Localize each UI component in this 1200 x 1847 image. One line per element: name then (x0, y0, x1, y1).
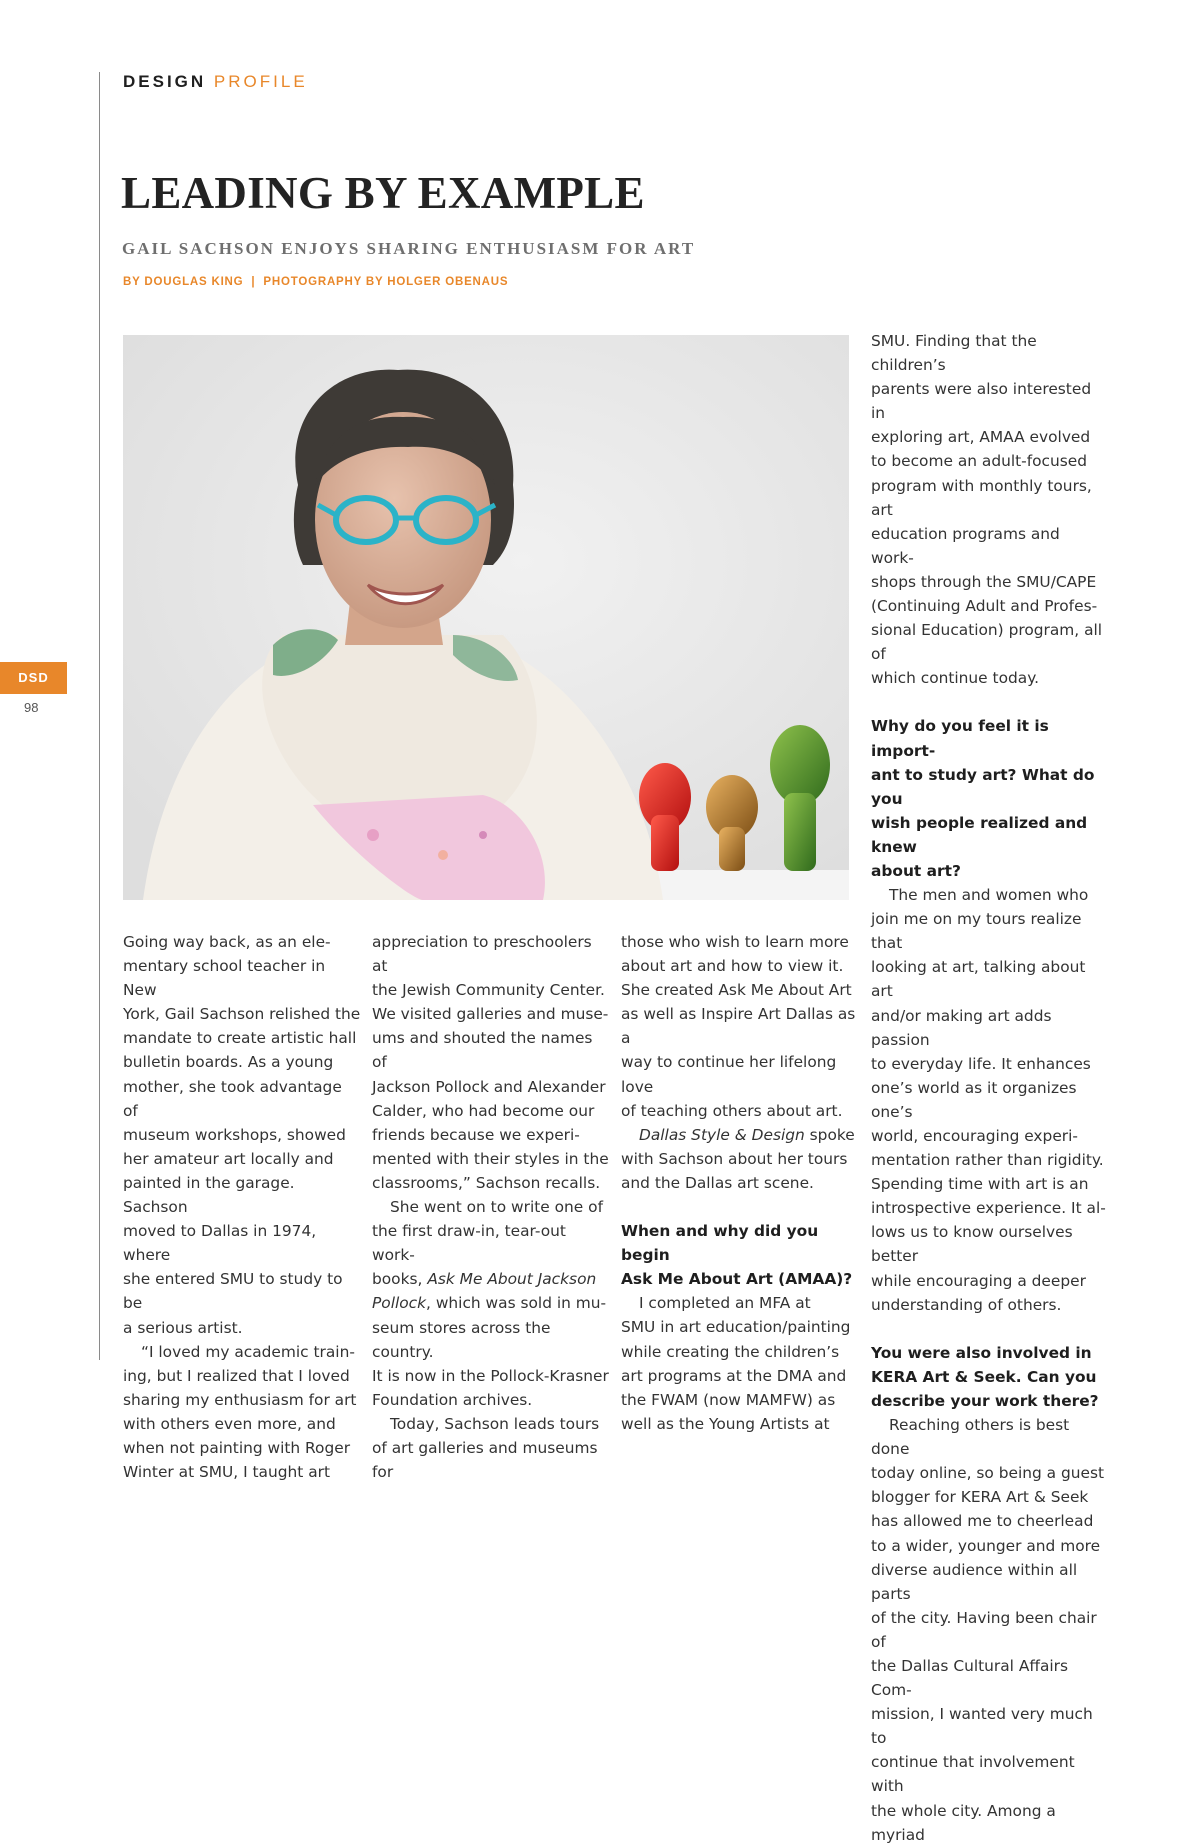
text-line: Today, Sachson leads tours (390, 1414, 600, 1433)
paragraph (123, 1340, 361, 1485)
text-line: KERA Art & Seek. Can you (871, 1367, 1097, 1386)
text-line: her amateur art locally and (123, 1149, 334, 1168)
text-line: Jackson Pollock and Alexander (372, 1077, 606, 1096)
text-line: about art? (871, 861, 961, 880)
text-line: education programs and work- (871, 524, 1060, 567)
text-line: You were also involved in (871, 1343, 1092, 1362)
section-label-profile: PROFILE (213, 72, 308, 91)
text-line: of the city. Having been chair of (871, 1608, 1097, 1651)
column-2 (372, 930, 610, 1484)
text-line: blogger for KERA Art & Seek (871, 1488, 1089, 1507)
text-line: parents were also interested in (871, 380, 1092, 423)
text-line: understanding of others. (871, 1295, 1062, 1314)
text-line: she entered SMU to study to be (123, 1270, 343, 1313)
text-line: seum stores across the country. (372, 1318, 551, 1361)
paragraph (621, 1123, 859, 1195)
text-line: Calder, who had become our (372, 1101, 595, 1120)
section-label (123, 72, 308, 92)
text-line: mission, I wanted very much to (871, 1705, 1093, 1748)
text-line: well as the Young Artists at (621, 1414, 830, 1433)
text-line: sharing my enthusiasm for art (123, 1390, 357, 1409)
text-line: with others even more, and (123, 1414, 336, 1433)
question-heading (871, 714, 1107, 883)
text-line: when not painting with Roger (123, 1438, 351, 1457)
text-line: York, Gail Sachson relished the (123, 1005, 361, 1024)
text-line: mentation rather than rigidity. (871, 1151, 1104, 1170)
text-line: way to continue her lifelong love (621, 1053, 837, 1096)
magazine-title: Dallas Style & Design (639, 1125, 805, 1144)
text-line: SMU in art education/painting (621, 1318, 851, 1337)
text-line: Going way back, as an ele- (123, 933, 331, 951)
text-line: Why do you feel it is import- (871, 717, 1049, 760)
paragraph (871, 329, 1107, 690)
portrait-photo (123, 335, 849, 900)
spacer (621, 1195, 859, 1219)
text-line: friends because we experi- (372, 1125, 580, 1144)
text-line: museum workshops, showed (123, 1125, 346, 1144)
column-1 (123, 930, 361, 1484)
text-line: shops through the SMU/CAPE (871, 572, 1097, 591)
paragraph (621, 930, 859, 1123)
text-line: while encouraging a deeper (871, 1271, 1086, 1290)
question-heading (871, 1341, 1107, 1413)
text-line: lows us to know ourselves better (871, 1223, 1073, 1266)
text-line: the whole city. Among a myriad (871, 1801, 1056, 1844)
text-line: those who wish to learn more (621, 933, 849, 951)
text-line: with Sachson about her tours (621, 1149, 848, 1168)
text-line: mother, she took advantage of (123, 1077, 342, 1120)
text-line: a serious artist. (123, 1318, 243, 1337)
text-line: She created Ask Me About Art (621, 981, 852, 1000)
text-line: She went on to write one of (390, 1198, 603, 1217)
text-line: one’s world as it organizes one’s (871, 1078, 1077, 1121)
paragraph (123, 930, 361, 1340)
article-byline: BY DOUGLAS KING | PHOTOGRAPHY BY HOLGER OBENAUS (123, 276, 509, 288)
text-line: (Continuing Adult and Profes- (871, 597, 1098, 616)
text-line (372, 1291, 610, 1315)
text-line: looking at art, talking about art (871, 958, 1086, 1001)
text-line: and the Dallas art scene. (621, 1173, 814, 1192)
text-line: the Jewish Community Center. (372, 981, 605, 1000)
text-line: ing, but I realized that I loved (123, 1366, 350, 1385)
paragraph (621, 1291, 859, 1436)
text-line: appreciation to preschoolers at (372, 933, 592, 976)
text-line: which continue today. (871, 669, 1039, 688)
text-line: as well as Inspire Art Dallas as a (621, 1005, 856, 1048)
text-line: mandate to create artistic hall (123, 1029, 357, 1048)
text-line: sional Education) program, all of (871, 621, 1103, 664)
text-line: Winter at SMU, I taught art (123, 1463, 330, 1482)
text-line: the FWAM (now MAMFW) as (621, 1390, 836, 1409)
text-line: moved to Dallas in 1974, where (123, 1222, 317, 1265)
text-line: the Dallas Cultural Affairs Com- (871, 1656, 1069, 1700)
text-line: exploring art, AMAA evolved (871, 428, 1091, 447)
column-3 (621, 930, 859, 1436)
paragraph (871, 1413, 1107, 1847)
text-line: diverse audience within all parts (871, 1560, 1078, 1603)
text-line: mented with their styles in the (372, 1149, 609, 1168)
text-line: of teaching others about art. (621, 1101, 843, 1120)
paragraph (871, 883, 1107, 1317)
text-run: spoke (804, 1125, 855, 1144)
article-deck: GAIL SACHSON ENJOYS SHARING ENTHUSIASM FOR ART (122, 239, 696, 258)
text-line: today online, so being a guest (871, 1464, 1105, 1483)
spacer (871, 1317, 1107, 1341)
text-line: about art and how to view it. (621, 957, 844, 976)
text-line: continue that involvement with (871, 1753, 1075, 1796)
text-run: , which was sold in mu- (426, 1294, 607, 1313)
text-line: Reaching others is best done (871, 1416, 1070, 1459)
text-run: books, (372, 1270, 428, 1289)
text-line: The men and women who (889, 886, 1089, 905)
page-number: 98 (24, 700, 39, 715)
text-line: ant to study art? What do you (871, 765, 1095, 808)
paragraph (372, 1412, 610, 1484)
text-line: world, encouraging experi- (871, 1127, 1078, 1145)
text-line: bulletin boards. As a young (123, 1053, 334, 1072)
article-headline: LEADING BY EXAMPLE (121, 168, 645, 218)
text-line: SMU. Finding that the children’s (871, 332, 1037, 375)
text-line: Foundation archives. (372, 1390, 533, 1409)
spacer (871, 690, 1107, 714)
text-line: has allowed me to cheerlead (871, 1512, 1094, 1531)
text-line (372, 1267, 610, 1291)
text-line: When and why did you begin (621, 1222, 819, 1265)
text-line: join me on my tours realize that (871, 910, 1082, 953)
text-line: the first draw-in, tear-out work- (372, 1222, 566, 1265)
text-line: Spending time with art is an (871, 1175, 1089, 1194)
text-line (621, 1123, 859, 1147)
text-line: to everyday life. It enhances (871, 1054, 1091, 1073)
text-line: art programs at the DMA and (621, 1366, 847, 1385)
text-line: to become an adult-focused (871, 452, 1088, 471)
text-line: I completed an MFA at (639, 1294, 811, 1313)
text-line: painted in the garage. Sachson (123, 1173, 295, 1217)
text-line: and/or making art adds passion (871, 1006, 1052, 1049)
text-line: ums and shouted the names of (372, 1029, 593, 1072)
question-heading (621, 1219, 859, 1291)
text-line: introspective experience. It al- (871, 1199, 1106, 1218)
text-line: describe your work there? (871, 1391, 1099, 1410)
text-line: Ask Me About Art (AMAA)? (621, 1270, 853, 1289)
text-line: classrooms,” Sachson recalls. (372, 1173, 601, 1192)
text-line: We visited galleries and muse- (372, 1005, 609, 1024)
text-line: It is now in the Pollock-Krasner (372, 1366, 609, 1385)
text-line: program with monthly tours, art (871, 476, 1092, 519)
text-line: “I loved my academic train- (141, 1342, 355, 1361)
book-title: Pollock (372, 1294, 427, 1313)
paragraph (372, 930, 610, 1195)
text-line: mentary school teacher in New (123, 957, 326, 1000)
text-line: to a wider, younger and more (871, 1536, 1101, 1555)
text-line: of art galleries and museums for (372, 1438, 598, 1482)
magazine-tab: DSD (0, 662, 67, 694)
column-4 (871, 329, 1107, 1847)
vertical-rule (99, 72, 100, 1360)
section-label-design: DESIGN (123, 72, 207, 91)
text-line: while creating the children’s (621, 1342, 840, 1361)
paragraph (372, 1195, 610, 1412)
portrait-illustration (123, 335, 849, 900)
text-line: wish people realized and knew (871, 813, 1088, 856)
book-title: Ask Me About Jackson (427, 1270, 597, 1289)
